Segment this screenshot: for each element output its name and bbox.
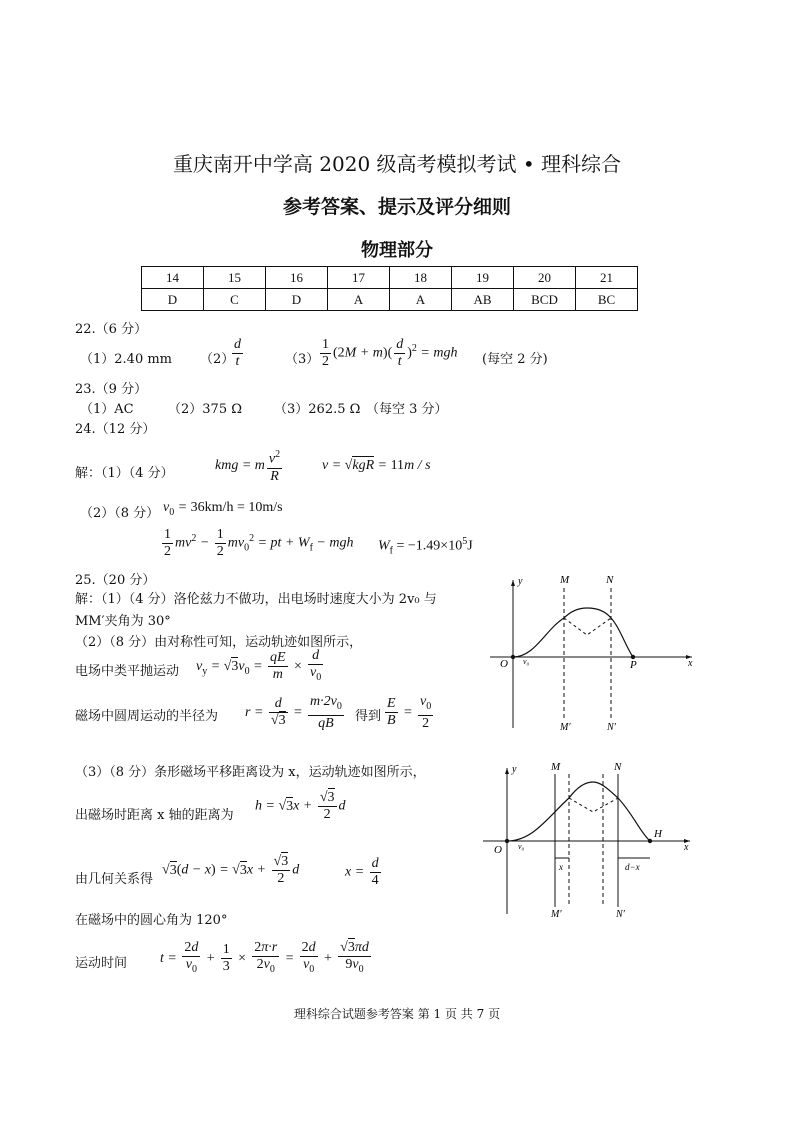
radius-dashes	[564, 618, 611, 635]
q22-part2-label: （2）	[200, 352, 235, 367]
q25-line6: （3）（8 分）条形磁场平移距离设为 x，运动轨迹如图所示，	[75, 765, 426, 780]
q25-formula-time: t = $\frac{2d}{v_0}$ + $\frac{1}{3}$ × $\frac{2\pi\cdot r}{2v_0}$ = $\frac{2d}{v_0}$ + $\frac{√3\pi d}{9v_0}$	[160, 940, 369, 975]
m-prime-label: M′	[560, 722, 571, 733]
x-label: x	[688, 658, 693, 669]
q22-part3-label: （3）	[285, 352, 320, 367]
q24-formula-3: $v_0 = 36km/h = 10m/s$	[163, 500, 283, 518]
v0-label: v₀	[523, 657, 530, 666]
q24-step2-label: （2）（8 分）	[80, 506, 160, 521]
o-label: O	[494, 844, 502, 856]
q24-formula-4: $\frac{1}{2}$ $mv^2$ − $\frac{1}{2}$ $mv_0^2$ = pt + $W_f$ − mgh	[164, 527, 354, 559]
exam-subtitle: 参考答案、提示及评分细则	[282, 196, 511, 218]
n-prime-label: N′	[607, 722, 616, 733]
y-axis-arrow-icon	[505, 768, 509, 774]
q25-line5: 磁场中圆周运动的半径为	[75, 709, 219, 724]
q25-formula-flat-throw: $v_y = √3v_0$ = $\frac{qE}{m}$ × $\frac{d}{v_0}$	[196, 648, 322, 683]
trajectory-diagram-2	[478, 762, 698, 922]
answer-table	[141, 266, 638, 311]
q22-part3-formula: $\frac{1}{2}$ (2M + m)( $\frac{d}{t}$ )$^2$ = mgh	[322, 337, 458, 369]
q25-line9: 在磁场中的圆心角为 120°	[75, 913, 228, 928]
table-cell: BCD	[514, 289, 576, 311]
q25-formula-ratio: $\frac{E}{B}$ = $\frac{v_0}{2}$	[387, 694, 432, 731]
table-cell: 16	[266, 267, 328, 289]
q24-formula-5: $W_f = -1.49\times 10^5J$	[378, 536, 473, 557]
q25-line1: 解：（1）（4 分）洛伦兹力不做功，出电场时速度大小为 2v₀ 与	[75, 592, 437, 607]
origin-point	[505, 839, 509, 843]
q24-step1-label: 解：（1）（4 分）	[75, 466, 174, 481]
table-cell: 18	[390, 267, 452, 289]
exam-title: 重庆南开中学高 2020 级高考模拟考试 • 理科综合	[172, 152, 622, 176]
table-cell: 19	[452, 267, 514, 289]
v0-label: v₀	[518, 842, 525, 851]
table-cell: 20	[514, 267, 576, 289]
trajectory-diagram-1	[480, 570, 700, 735]
origin-point	[511, 655, 515, 659]
x-dimension-label: x	[559, 862, 563, 872]
q25-line8: 由几何关系得	[75, 872, 154, 887]
q25-line7: 出磁场时距离 x 轴的距离为	[75, 808, 234, 823]
q23-part2: （2）375 Ω	[168, 402, 242, 417]
table-cell: AB	[452, 289, 514, 311]
q25-formula-height: h = √3x + $\frac{√3}{2}$ d	[255, 790, 346, 822]
d-x-dimension-label: d−x	[625, 862, 640, 872]
m-prime-label: M′	[551, 909, 562, 920]
table-cell: D	[266, 289, 328, 311]
q22-note: (每空 2 分)	[482, 352, 548, 367]
q22-part2-formula: $\frac{d}{t}$	[234, 337, 241, 369]
q22-part1: （1）2.40 mm	[80, 352, 173, 367]
question-number-row	[142, 267, 638, 289]
q25-heading: 25.（20 分）	[75, 573, 156, 588]
q25-line3: （2）（8 分）由对称性可知，运动轨迹如图所示，	[75, 635, 363, 650]
q25-formula-radius: r = $\frac{d}{√3}$ = $\frac{m\cdot 2v_0}{qB}$	[245, 694, 342, 731]
q25-formula-geometry: √3(d − x) = √3x + $\frac{√3}{2}$ d	[162, 854, 300, 886]
page-footer: 理科综合试题参考答案 第 1 页 共 7 页	[293, 1007, 501, 1021]
table-cell: 14	[142, 267, 204, 289]
q25-line10: 运动时间	[75, 956, 128, 971]
table-cell: 15	[204, 267, 266, 289]
table-cell: A	[328, 289, 390, 311]
q24-formula-1: kmg = m $\frac{v^2}{R}$	[215, 449, 281, 484]
table-cell: C	[204, 289, 266, 311]
q22-heading: 22.（6 分）	[75, 322, 148, 337]
x-label: x	[684, 842, 689, 853]
q23-note: （每空 3 分）	[366, 402, 448, 417]
q25-line2: MM′夹角为 30°	[75, 614, 171, 629]
table-cell: A	[390, 289, 452, 311]
q23-heading: 23.（9 分）	[75, 382, 148, 397]
table-cell: 17	[328, 267, 390, 289]
n-label: N	[614, 762, 622, 773]
radius-dashes	[569, 798, 618, 812]
o-label: O	[500, 658, 508, 670]
point-h	[648, 839, 652, 843]
p-label: P	[630, 659, 637, 671]
q23-part1: （1）AC	[80, 402, 134, 417]
table-cell: BC	[576, 289, 638, 311]
table-cell: 21	[576, 267, 638, 289]
h-label: H	[654, 828, 662, 840]
y-axis-arrow-icon	[511, 580, 515, 586]
q25-formula-x: x = $\frac{d}{4}$	[345, 856, 379, 888]
q25-line5b: 得到	[355, 709, 382, 724]
trajectory-curve	[513, 608, 633, 657]
n-prime-label: N′	[616, 909, 625, 920]
q23-part3: （3）262.5 Ω	[274, 402, 361, 417]
table-cell: D	[142, 289, 204, 311]
m-label: M	[551, 762, 561, 773]
n-label: N	[606, 574, 614, 586]
m-label: M	[560, 574, 570, 586]
trajectory-curve	[507, 782, 650, 841]
y-label: y	[512, 764, 517, 775]
y-label: y	[518, 576, 523, 587]
q25-line4: 电场中类平抛运动	[75, 664, 180, 679]
answer-row	[142, 289, 638, 311]
section-title: 物理部分	[361, 240, 433, 261]
q24-formula-2: v = √kgR = 11m / s	[322, 458, 431, 473]
q24-heading: 24.（12 分）	[75, 422, 156, 437]
